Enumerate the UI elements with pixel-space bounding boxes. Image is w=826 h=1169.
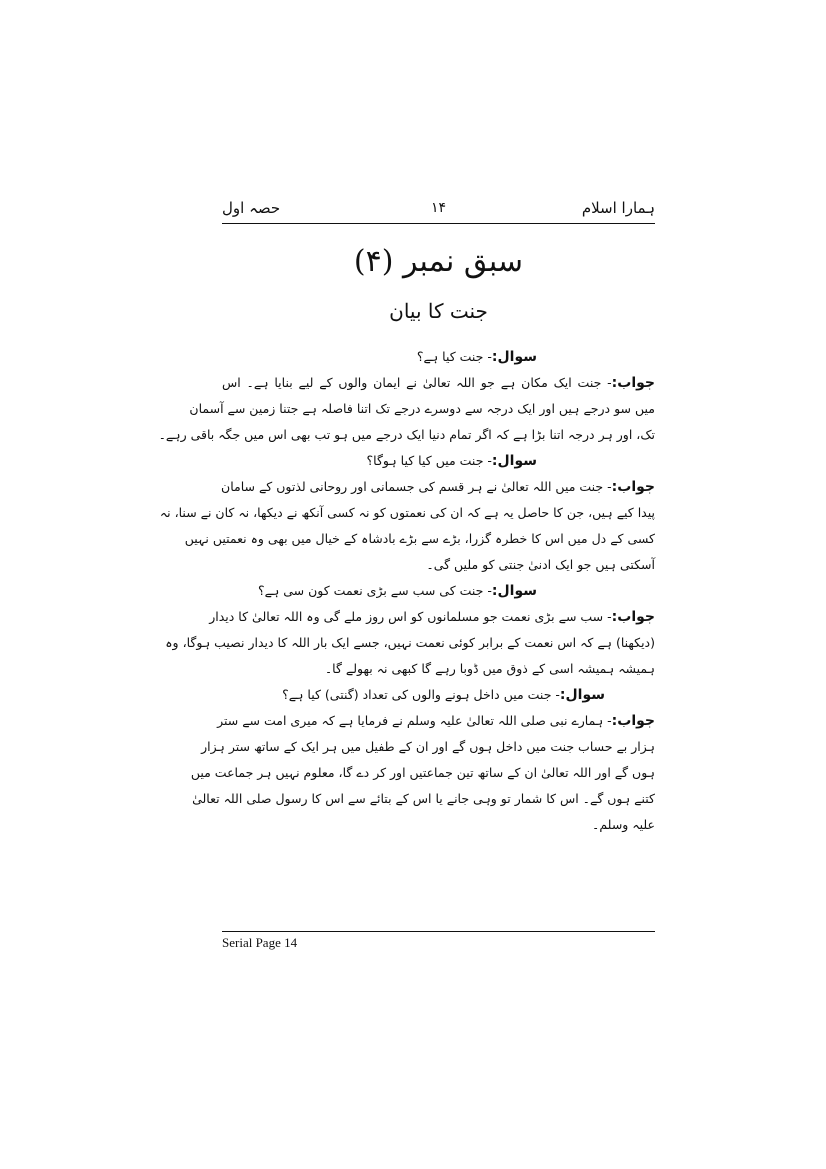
answer-label: جواب:	[611, 713, 655, 729]
answer-line	[217, 708, 655, 734]
question-text: - جنت میں کیا کیا ہوگا؟	[366, 453, 492, 468]
answer-line	[209, 604, 655, 630]
question-line	[222, 448, 655, 474]
section-subtitle: جنت کا بیان	[389, 299, 488, 323]
answer-line: کتنے ہوں گے۔ اس کا شمار تو وہی جانے یا اس کے بتائے سے اس کا رسول صلی اللہ تعالیٰ	[192, 791, 655, 806]
question-line	[222, 344, 655, 370]
book-title: ہمارا اسلام	[581, 199, 655, 217]
answer-label: جواب:	[611, 609, 655, 625]
answer-text: - جنت ایک مکان ہے جو اللہ تعالیٰ نے ایمان والوں کے لیے بنایا ہے۔ اس	[222, 375, 612, 390]
answer-line: ہمیشہ ہمیشہ اسی کے ذوق میں ڈوبا رہے گا کبھی نہ بھولے گا۔	[324, 661, 655, 676]
answer-line: (دیکھنا) ہے کہ اس نعمت کے برابر کوئی نعمت نہیں، جسے ایک بار اللہ کا دیدار نصیب ہوگا، وہ	[165, 635, 655, 650]
footer-rule	[222, 931, 655, 932]
answer-line: آسکتی ہیں جو ایک ادنیٰ جنتی کو ملیں گی۔	[426, 557, 655, 572]
answer-text: - ہمارے نبی صلی اللہ تعالیٰ علیہ وسلم نے فرمایا ہے کہ میری امت سے ستر	[217, 713, 612, 728]
answer-text: - جنت میں اللہ تعالیٰ نے ہر قسم کی جسمانی اور روحانی لذتوں کے سامان	[221, 479, 612, 494]
answer-line: علیہ وسلم۔	[592, 817, 655, 832]
question-line	[222, 682, 655, 708]
answer-text: - سب سے بڑی نعمت جو مسلمانوں کو اس روز ملے گی وہ اللہ تعالیٰ کا دیدار	[209, 609, 612, 624]
page-number: ۱۴	[430, 200, 447, 216]
answer-line	[222, 370, 655, 396]
question-line	[222, 578, 655, 604]
question-text: - جنت کی سب سے بڑی نعمت کون سی ہے؟	[258, 583, 492, 598]
part-label: حصہ اول	[222, 199, 281, 217]
header-rule	[222, 223, 655, 224]
answer-label: جواب:	[611, 479, 655, 495]
answer-line	[222, 474, 655, 500]
answer-line: پیدا کیے ہیں، جن کا حاصل یہ ہے کہ ان کی نعمتوں کو نہ کسی آنکھ نے دیکھا، نہ کان نے سنا، نہ	[159, 505, 655, 520]
answer-line: ہوں گے اور اللہ تعالیٰ ان کے ساتھ تین جماعتیں اور کر دے گا، معلوم نہیں ہر جماعت میں	[190, 765, 655, 780]
question-label: سوال:	[491, 453, 537, 469]
question-text: - جنت کیا ہے؟	[416, 349, 492, 364]
qa-body	[158, 344, 655, 838]
answer-line: میں سو درجے ہیں اور ایک درجہ سے دوسرے درجے تک اتنا فاصلہ ہے جتنا زمین سے آسمان	[189, 401, 655, 416]
answer-line: تک، اور ہر درجہ اتنا بڑا ہے کہ اگر تمام دنیا ایک درجے میں ہو تب بھی اس میں جگہ باقی رہے۔	[158, 427, 655, 442]
serial-page-footer: Serial Page 14	[222, 935, 298, 950]
question-text: - جنت میں داخل ہونے والوں کی تعداد (گنتی) کیا ہے؟	[282, 687, 560, 702]
question-label: سوال:	[491, 583, 537, 599]
question-label: سوال:	[491, 349, 537, 365]
lesson-title: سبق نمبر (۴)	[353, 244, 524, 279]
running-header	[222, 196, 655, 220]
answer-label: جواب:	[611, 375, 655, 391]
answer-line: کسی کے دل میں اس کا خطرہ گزرا، بڑے سے بڑے بادشاہ کے خیال میں بھی وہ نعمتیں نہیں	[184, 531, 655, 546]
question-label: سوال:	[559, 687, 605, 703]
answer-line: ہزار بے حساب جنت میں داخل ہوں گے اور ان کے طفیل میں ہر ایک کے ساتھ ستر ہزار	[201, 739, 655, 754]
